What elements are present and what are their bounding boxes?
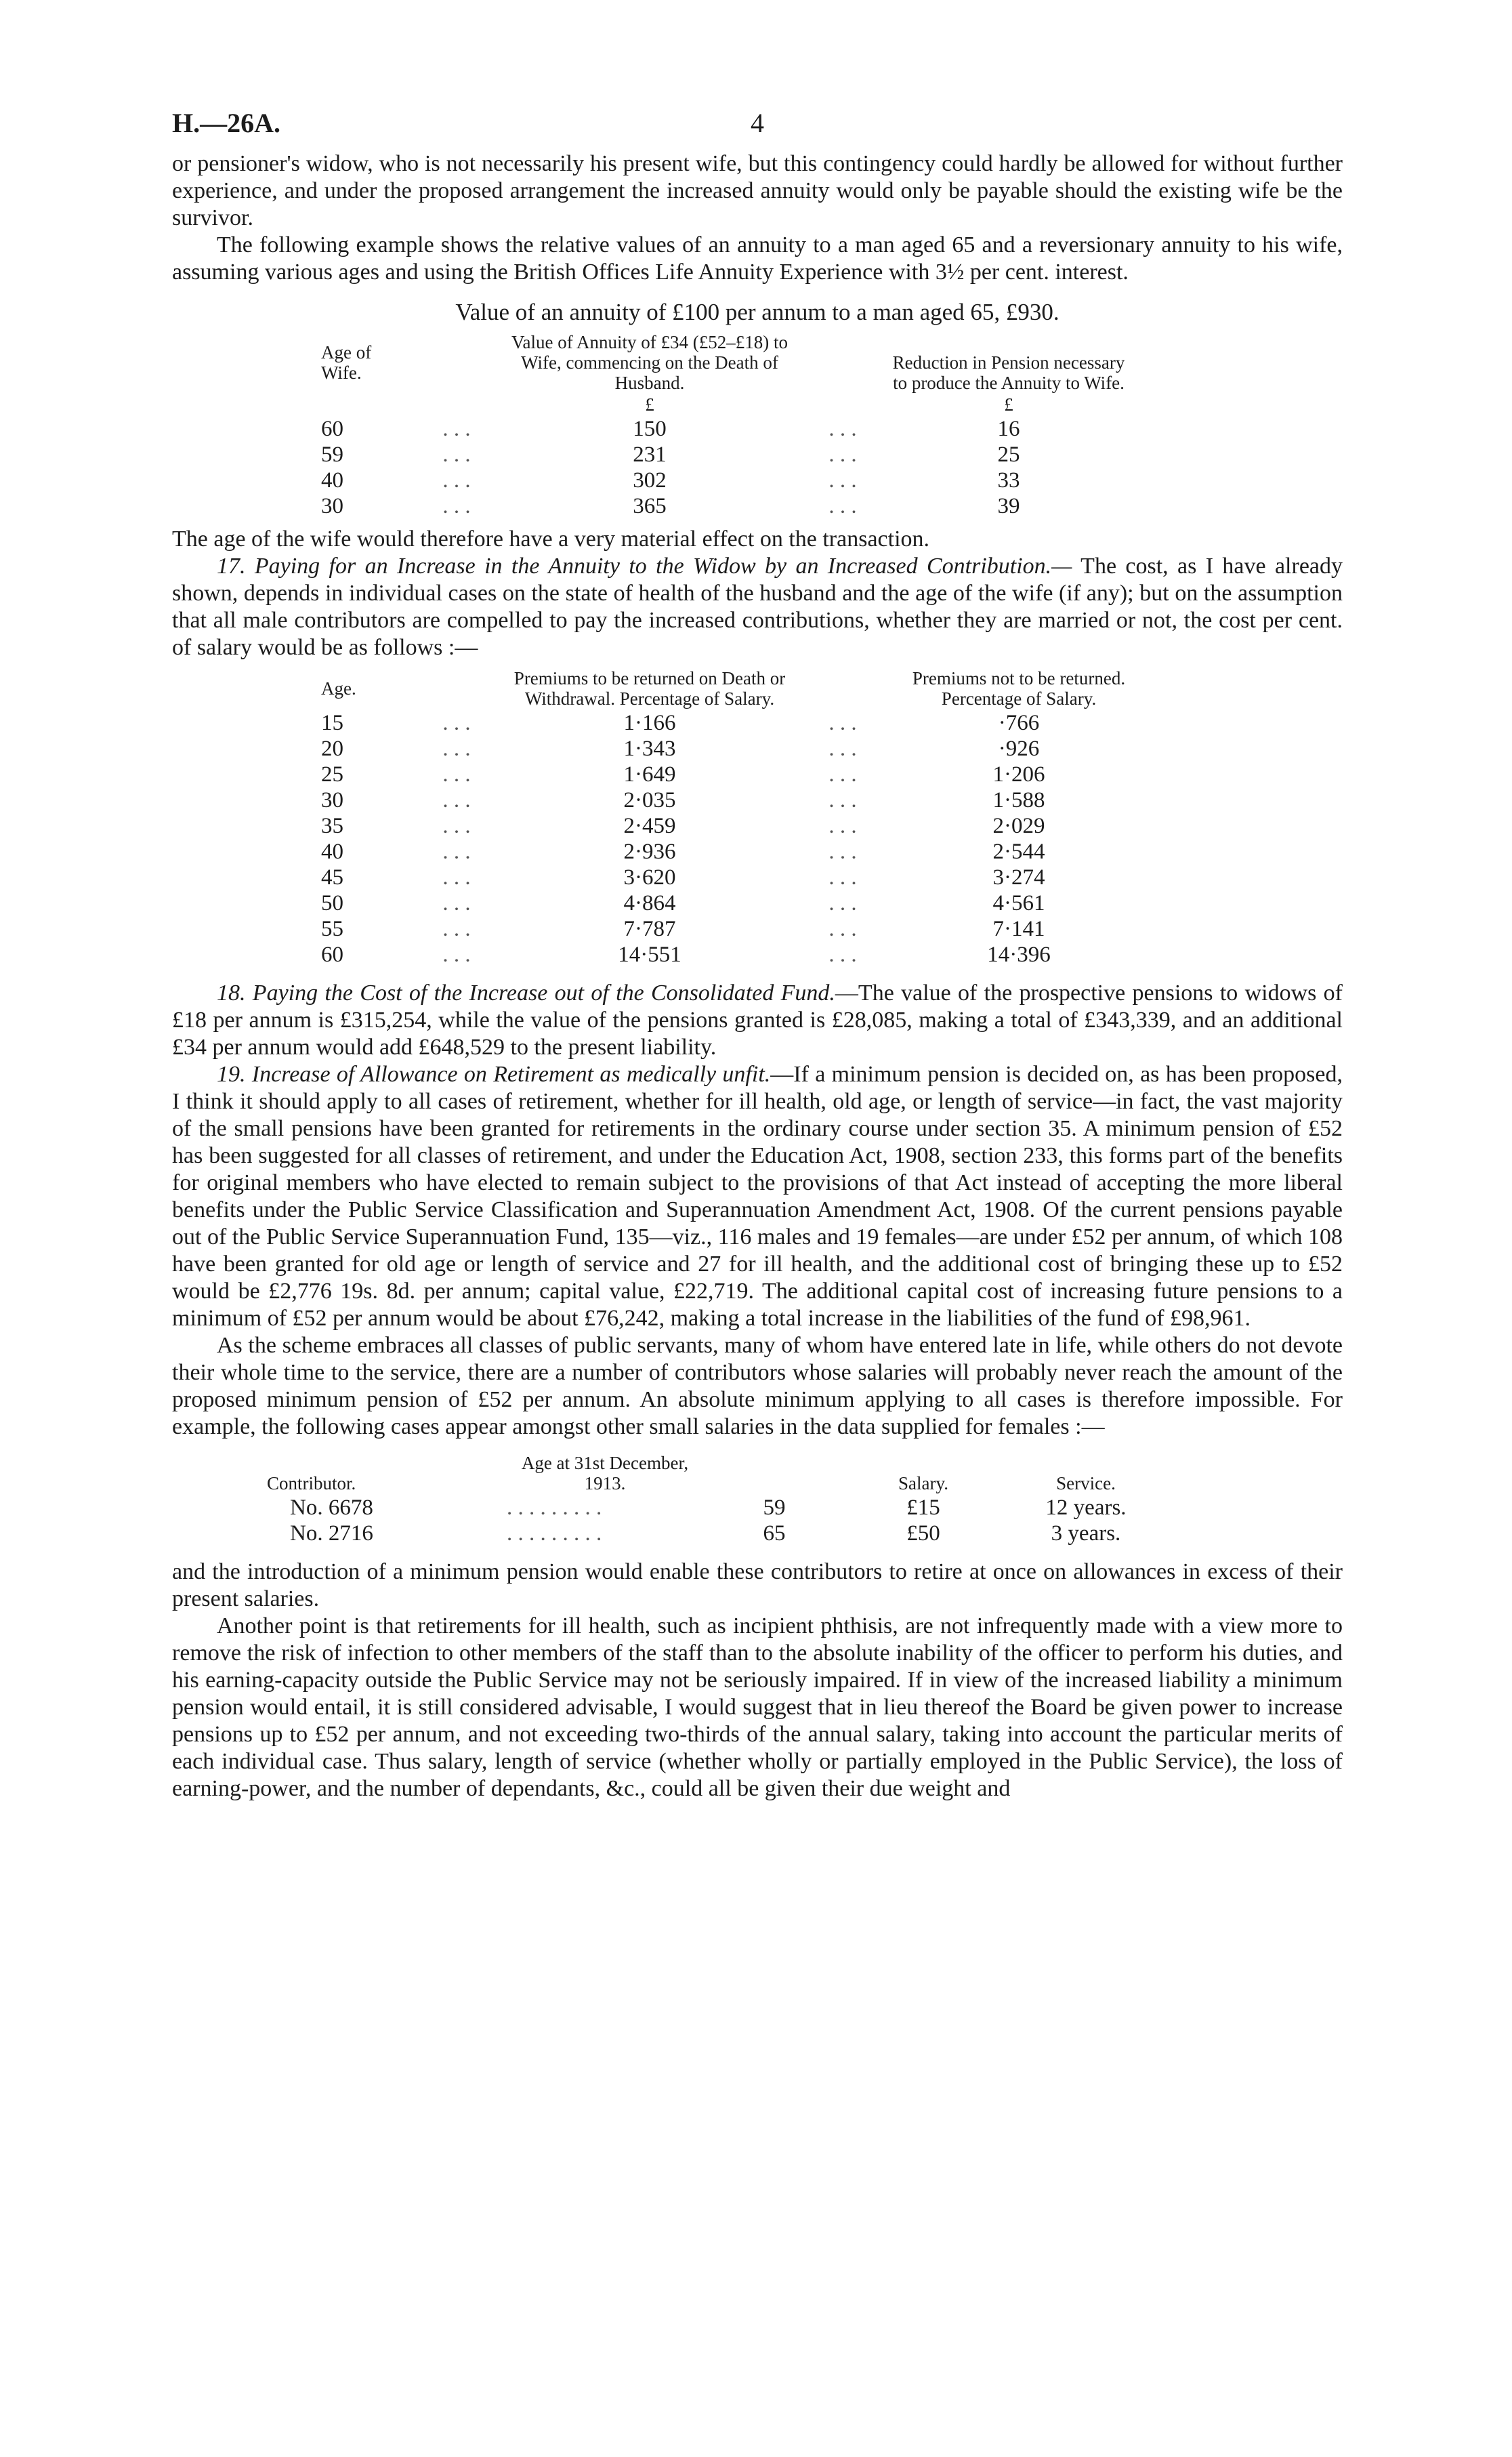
dot-leader: . . .	[828, 442, 857, 467]
dot-leader: . . .	[442, 788, 471, 812]
table-row	[267, 1521, 1171, 1546]
table-header-row	[321, 332, 1127, 394]
age-cell: 15	[321, 711, 343, 735]
column-header: Premiums not to be returned. Percentage of Salary.	[912, 668, 1126, 709]
unreturned-premium-cell: 3·274	[992, 865, 1045, 890]
contributor-table	[267, 1453, 1171, 1546]
dot-leader: . . .	[828, 737, 857, 761]
age-cell: 65	[763, 1521, 786, 1546]
example-paragraph: The following example shows the relative values of an annuity to a man aged 65 and a reversionary annuity to his wife, assuming various ages and using the British Offices Life Annuity Experience with 3½ per cent. interest.	[172, 232, 1343, 285]
age-cell: 30	[321, 494, 343, 518]
annuity-value-cell: 302	[633, 468, 667, 493]
unreturned-premium-cell: 1·588	[992, 788, 1045, 812]
column-header: Reduction in Pension necessary to produce the Annuity to Wife.	[892, 352, 1125, 393]
salary-cell: £50	[906, 1521, 940, 1546]
table-row	[321, 942, 1148, 968]
annuity-value-cell: 150	[633, 417, 667, 441]
returned-premium-cell: 2·035	[623, 788, 676, 812]
table-row	[321, 493, 1127, 519]
dot-leader: . . .	[828, 711, 857, 735]
dot-leader: . . .	[442, 943, 471, 967]
unreturned-premium-cell: ·766	[998, 711, 1040, 735]
unreturned-premium-cell: ·926	[998, 737, 1040, 761]
reduction-cell: 25	[997, 442, 1020, 467]
age-cell: 30	[321, 788, 343, 812]
dot-leader: . . .	[442, 814, 471, 838]
dot-leader: . . .	[442, 417, 471, 441]
table-row	[321, 865, 1148, 890]
table-row	[321, 916, 1148, 942]
table1-caption: Value of an annuity of £100 per annum to a man aged 65, £930.	[455, 299, 1059, 325]
returned-premium-cell: 1·649	[623, 762, 676, 787]
column-header: Age of Wife.	[321, 342, 372, 383]
section-19-heading: 19. Increase of Allowance on Retirement as medically unfit.	[217, 1062, 771, 1087]
table-row	[321, 890, 1148, 916]
dot-leader: . . .	[828, 865, 857, 890]
unreturned-premium-cell: 7·141	[992, 917, 1045, 941]
dot-leader: . . .	[828, 891, 857, 915]
age-cell: 40	[321, 840, 343, 864]
dot-leader: . . .	[828, 788, 857, 812]
section-17-text: The cost, as I have already shown, depends in individual cases on the state of health of the husband and the age of the wife (if any); but on the assumption that all male contributors are compelled to pay the increased contributions, whether they are married or not, the cost per cent. of salary would be as follows :—	[172, 554, 1343, 660]
dot-leader: . . .	[828, 762, 857, 787]
table-row	[321, 839, 1148, 865]
dot-leader: . . .	[442, 737, 471, 761]
age-cell: 35	[321, 814, 343, 838]
unit-label: £	[1004, 394, 1013, 415]
document-code: H.—26A.	[172, 108, 280, 138]
age-cell: 59	[763, 1495, 786, 1520]
section-17-heading: 17. Paying for an Increase in the Annuity to the Widow by an Increased Contribution.—	[217, 554, 1072, 579]
unit-label: £	[645, 394, 654, 415]
table-row	[321, 442, 1127, 468]
column-header: Premiums to be returned on Death or Withdrawal. Percentage of Salary.	[513, 668, 786, 709]
table-header-row	[267, 1453, 1171, 1495]
column-header: Contributor.	[267, 1473, 356, 1493]
section-18-heading: 18. Paying the Cost of the Increase out of the Consolidated Fund.	[217, 980, 835, 1006]
column-header: Age at 31st December, 1913.	[521, 1453, 689, 1493]
dot-leader: . . .	[442, 865, 471, 890]
section-18-text: —The value of the prospective pensions to widows of £18 per annum is £315,254, while the value of the pensions granted is £28,085, making a total of £343,339, and an additional £34 per annum would add £648,529 to the present liability.	[172, 980, 1343, 1060]
document-page	[172, 107, 1343, 1802]
column-header: Salary.	[898, 1473, 948, 1493]
table-row	[321, 710, 1148, 736]
page-number: 4	[751, 108, 764, 138]
section-19-text: —If a minimum pension is decided on, as has been proposed, I think it should apply to all cases of retirement, whether for ill health, old age, or length of service—in fact, the vast majority of the small pensions have been granted for retirements in the ordinary course under section 35. A minimum pension of £52 has been suggested for all classes of retirement, and under the Education Act, 1908, section 233, this forms part of the benefits for original members who have elected to remain subject to the provisions of that Act instead of accepting the more liberal benefits under the Public Service Classification and Superannuation Amendment Act, 1908. Of the current pensions payable out of the Public Service Superannuation Fund, 135—viz., 116 males and 19 females—are under £52 per annum, of which 108 have been granted for old age or length of service and 27 for ill health, and the additional cost of bringing these up to £52 would be £2,776 19s. 8d. per annum; capital value, £22,719. The additional capital cost of increasing future pensions to a minimum of £52 per annum would be about £76,242, making a total increase in the liabilities of the fund of £98,961.	[172, 1062, 1343, 1331]
returned-premium-cell: 2·936	[623, 840, 676, 864]
dot-leader: . . .	[828, 417, 857, 441]
reduction-cell: 16	[997, 417, 1020, 441]
unreturned-premium-cell: 14·396	[987, 943, 1051, 967]
service-cell: 12 years.	[1045, 1495, 1127, 1520]
age-cell: 55	[321, 917, 343, 941]
annuity-value-cell: 231	[633, 442, 667, 467]
column-header: Age.	[321, 678, 356, 699]
returned-premium-cell: 2·459	[623, 814, 676, 838]
dot-leader: . . .	[442, 891, 471, 915]
age-cell: 25	[321, 762, 343, 787]
age-effect-paragraph: The age of the wife would therefore have a very material effect on the transaction.	[172, 526, 930, 552]
column-header: Service.	[1056, 1473, 1116, 1493]
dot-leader: . . .	[442, 711, 471, 735]
age-cell: 60	[321, 417, 343, 441]
age-cell: 60	[321, 943, 343, 967]
age-cell: 59	[321, 442, 343, 467]
scheme-paragraph: As the scheme embraces all classes of public servants, many of whom have entered late in life, while others do not devote their whole time to the service, there are a number of contributors whose salaries will probably never reach the amount of the proposed minimum pension of £52 per annum. An absolute minimum applying to all cases is therefore impossible. For example, the following cases appear amongst other small salaries in the data supplied for females :—	[172, 1333, 1343, 1439]
table-row	[321, 762, 1148, 787]
another-point-paragraph: Another point is that retirements for ill health, such as incipient phthisis, are not infrequently made with a view more to remove the risk of infection to other members of the staff than to the absolute inability of the officer to perform his duties, and his earning-capacity outside the Public Service may not be seriously impaired. If in view of the increased liability a minimum pension would entail, it is still considered advisable, I would suggest that in lieu thereof the Board be given power to increase pensions up to £52 per annum, and not exceeding two-thirds of the annual salary, taking into account the particular merits of each individual case. Thus salary, length of service (whether wholly or partially employed in the Public Service), the loss of earning-power, and the number of dependants, &c., could all be given their due weight and	[172, 1613, 1343, 1801]
salary-cell: £15	[906, 1495, 940, 1520]
column-header: Value of Annuity of £34 (£52–£18) to Wife, commencing on the Death of Husband.	[511, 332, 788, 393]
reduction-cell: 39	[997, 494, 1020, 518]
dot-leader: . . . . . . . . .	[507, 1495, 602, 1520]
age-cell: 20	[321, 737, 343, 761]
dot-leader: . . . . . . . . .	[507, 1521, 602, 1546]
returned-premium-cell: 3·620	[623, 865, 676, 890]
continued-paragraph: or pensioner's widow, who is not necessarily his present wife, but this contingency could hardly be allowed for without further experience, and under the proposed arrangement the increased annuity would only be payable should the existing wife be the survivor.	[172, 151, 1343, 230]
contributor-cell: No. 2716	[290, 1521, 373, 1546]
returned-premium-cell: 14·551	[618, 943, 681, 967]
annuity-value-cell: 365	[633, 494, 667, 518]
dot-leader: . . .	[442, 442, 471, 467]
table-row	[321, 468, 1127, 493]
age-cell: 50	[321, 891, 343, 915]
dot-leader: . . .	[442, 840, 471, 864]
table-header-row	[321, 668, 1148, 710]
units-row	[321, 394, 1127, 416]
dot-leader: . . .	[828, 840, 857, 864]
unreturned-premium-cell: 4·561	[992, 891, 1045, 915]
returned-premium-cell: 1·166	[623, 711, 676, 735]
annuity-table	[321, 332, 1127, 519]
dot-leader: . . .	[442, 468, 471, 493]
dot-leader: . . .	[442, 762, 471, 787]
unreturned-premium-cell: 1·206	[992, 762, 1045, 787]
returned-premium-cell: 1·343	[623, 737, 676, 761]
returned-premium-cell: 7·787	[623, 917, 676, 941]
dot-leader: . . .	[442, 494, 471, 518]
introduction-paragraph: and the introduction of a minimum pension would enable these contributors to retire at once on allowances in excess of their present salaries.	[172, 1559, 1343, 1611]
dot-leader: . . .	[828, 468, 857, 493]
reduction-cell: 33	[997, 468, 1020, 493]
table-row	[267, 1495, 1171, 1521]
dot-leader: . . .	[442, 917, 471, 941]
dot-leader: . . .	[828, 943, 857, 967]
table-row	[321, 787, 1148, 813]
premium-table	[321, 668, 1148, 968]
age-cell: 45	[321, 865, 343, 890]
table-row	[321, 736, 1148, 762]
unreturned-premium-cell: 2·544	[992, 840, 1045, 864]
dot-leader: . . .	[828, 917, 857, 941]
age-cell: 40	[321, 468, 343, 493]
table-row	[321, 813, 1148, 839]
service-cell: 3 years.	[1051, 1521, 1121, 1546]
returned-premium-cell: 4·864	[623, 891, 676, 915]
table-row	[321, 416, 1127, 442]
unreturned-premium-cell: 2·029	[992, 814, 1045, 838]
dot-leader: . . .	[828, 494, 857, 518]
running-header	[172, 107, 1343, 150]
contributor-cell: No. 6678	[290, 1495, 373, 1520]
dot-leader: . . .	[828, 814, 857, 838]
